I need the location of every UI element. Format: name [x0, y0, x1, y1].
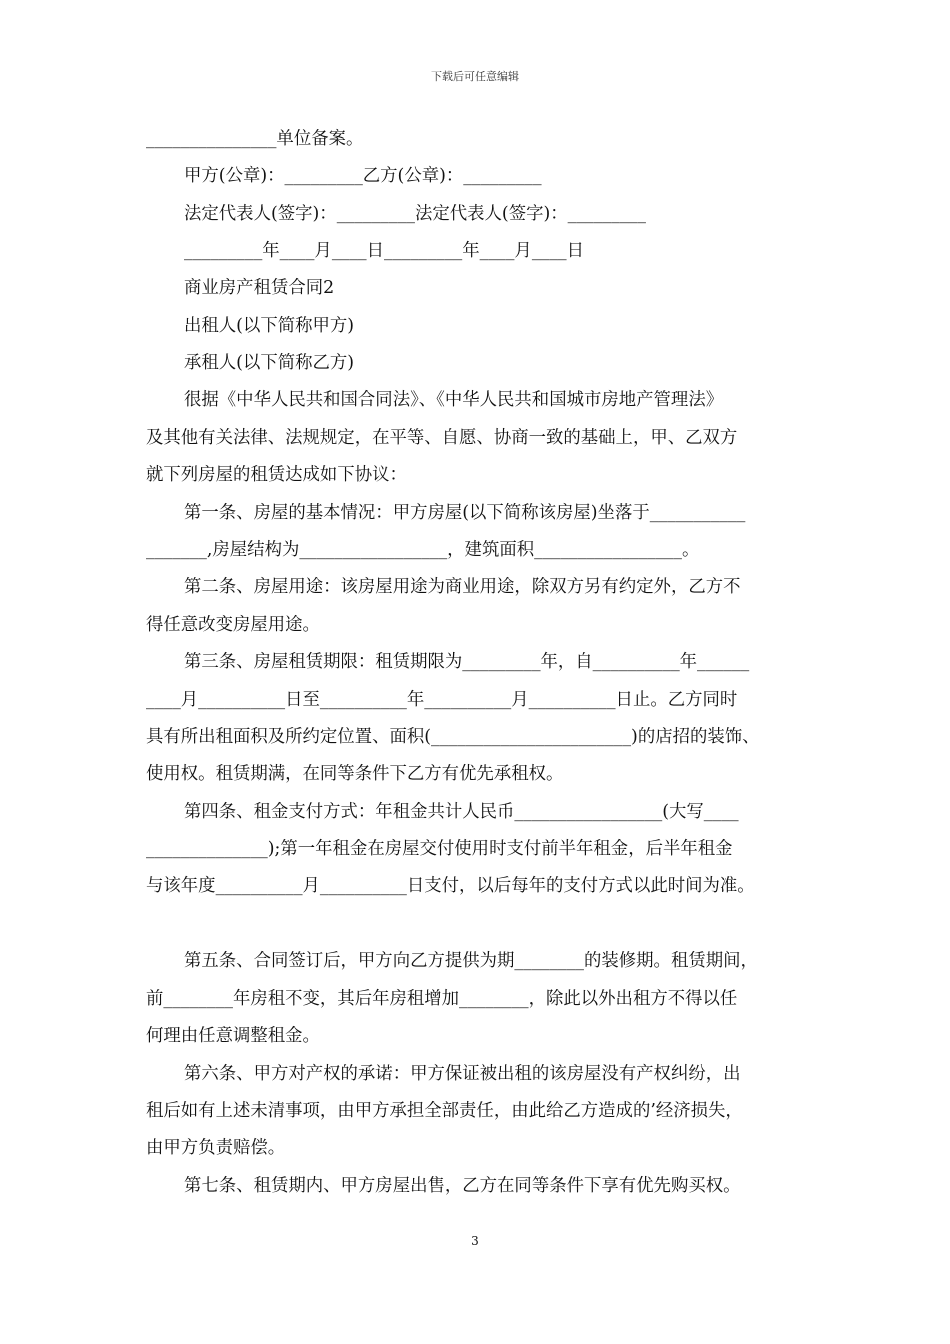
text-line: 前________年房租不变，其后年房租增加________，除此以外出租方不得以任 — [146, 989, 738, 1009]
text-line: _______,房屋结构为_________________，建筑面积_________________。 — [146, 540, 700, 560]
text-line: 第四条、租金支付方式：年租金共计人民币_________________(大写____ — [184, 802, 739, 822]
text-line: 第五条、合同签订后，甲方向乙方提供为期________的装修期。租赁期间， — [184, 951, 758, 971]
text-line: _________年____月____日_________年____月____日 — [184, 241, 584, 261]
text-line: 商业房产租赁合同2 — [184, 278, 335, 298]
text-line: 使用权。租赁期满，在同等条件下乙方有优先承租权。 — [146, 764, 564, 784]
text-line: 及其他有关法律、法规规定，在平等、自愿、协商一致的基础上，甲、乙双方 — [146, 428, 738, 448]
text-line: 与该年度__________月__________日支付，以后每年的支付方式以此时间为准。 — [146, 876, 755, 896]
text-line: 第三条、房屋租赁期限：租赁期限为_________年，自__________年______ — [184, 652, 750, 672]
page-number: 3 — [471, 1234, 479, 1248]
text-line: 就下列房屋的租赁达成如下协议： — [146, 465, 407, 485]
text-line: 第二条、房屋用途：该房屋用途为商业用途，除双方另有约定外，乙方不 — [184, 577, 741, 597]
text-line: 出租人(以下简称甲方) — [184, 316, 355, 336]
text-line: 第一条、房屋的基本情况：甲方房屋(以下简称该房屋)坐落于___________ — [184, 503, 746, 523]
text-line: 得任意改变房屋用途。 — [146, 615, 320, 635]
text-line: 何理由任意调整租金。 — [146, 1026, 320, 1046]
text-line: 甲方(公章)：_________乙方(公章)：_________ — [184, 166, 542, 186]
text-line: 承租人(以下简称乙方) — [184, 353, 355, 373]
text-line: 第六条、甲方对产权的承诺：甲方保证被出租的该房屋没有产权纠纷，出 — [184, 1064, 741, 1084]
text-line: 很据《中华人民共和国合同法》、《中华人民共和国城市房地产管理法》 — [184, 390, 724, 410]
text-line: 法定代表人(签字)：_________法定代表人(签字)：_________ — [184, 204, 646, 224]
text-line: _______________单位备案。 — [146, 129, 364, 149]
text-line: 租后如有上述未清事项，由甲方承担全部责任，由此给乙方造成的’经济损失， — [146, 1101, 743, 1121]
text-line: 由甲方负责赔偿。 — [146, 1138, 286, 1158]
text-line: ____月__________日至__________年__________月__________日止。乙方同时 — [146, 690, 738, 710]
text-line: 具有所出租面积及所约定位置、面积(_______________________)的店招的装饰、 — [146, 727, 760, 747]
page-header-note: 下载后可任意编辑 — [431, 70, 519, 83]
text-line: 第七条、租赁期内、甲方房屋出售，乙方在同等条件下享有优先购买权。 — [184, 1176, 741, 1196]
text-line: ______________);第一年租金在房屋交付使用时支付前半年租金，后半年租金 — [146, 839, 733, 859]
